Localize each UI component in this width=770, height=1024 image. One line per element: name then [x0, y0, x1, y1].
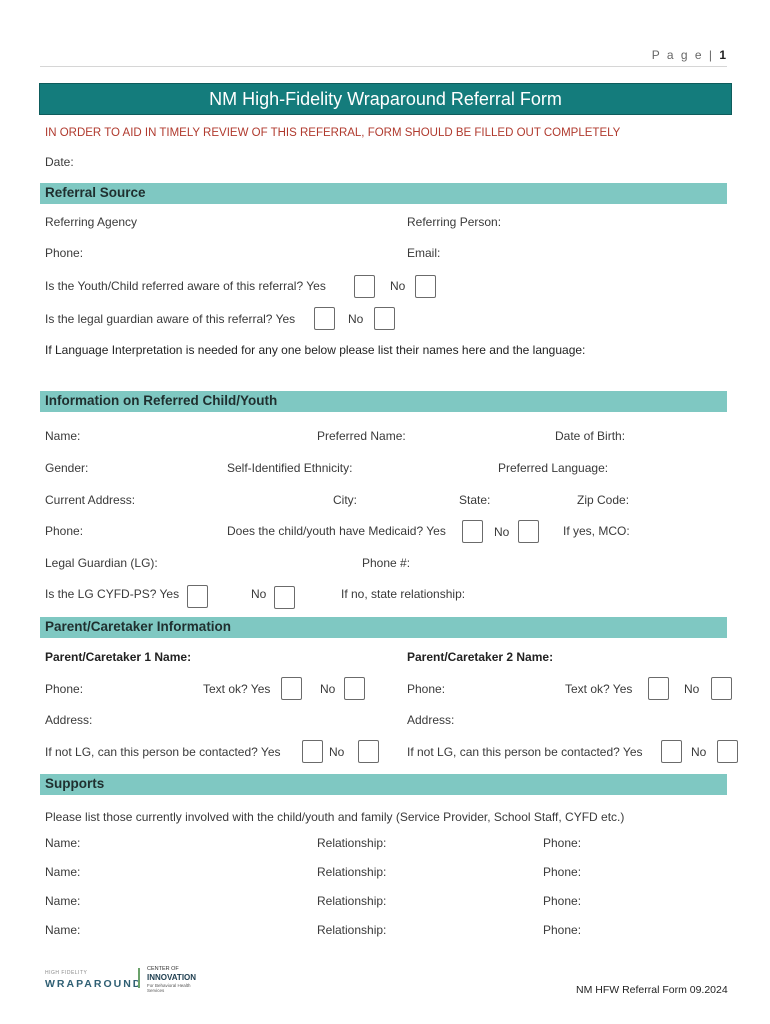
child-phone-label: Phone:: [45, 524, 84, 538]
preferred-name-label: Preferred Name:: [317, 429, 406, 443]
guardian-aware-no-label: No: [348, 312, 364, 326]
caretaker2-contact-no-label: No: [691, 745, 707, 759]
support-relationship-label: Relationship:: [317, 923, 387, 937]
date-label: Date:: [45, 155, 74, 169]
medicaid-yes-checkbox[interactable]: [462, 520, 483, 543]
caretaker2-text-no-label: No: [684, 682, 700, 696]
caretaker1-contact-label: If not LG, can this person be contacted? Yes: [45, 745, 281, 759]
support-name-label: Name:: [45, 865, 81, 879]
city-label: City:: [333, 493, 357, 507]
support-name-label: Name:: [45, 894, 81, 908]
caretaker-header: Parent/Caretaker Information: [40, 617, 727, 638]
youth-aware-no-label: No: [390, 279, 406, 293]
support-phone-label: Phone:: [543, 923, 582, 937]
caretaker1-text-no-checkbox[interactable]: [344, 677, 365, 700]
caretaker1-contact-yes-checkbox[interactable]: [302, 740, 323, 763]
header-divider: [40, 66, 727, 67]
youth-aware-yes-checkbox[interactable]: [354, 275, 375, 298]
referral-email-label: Email:: [407, 246, 441, 260]
caretaker2-contact-no-checkbox[interactable]: [717, 740, 738, 763]
caretaker2-address-label: Address:: [407, 713, 455, 727]
supports-instructions: Please list those currently involved with the child/youth and family (Service Provider, School Staff, CYFD etc.): [45, 810, 625, 824]
caretaker1-contact-no-checkbox[interactable]: [358, 740, 379, 763]
zip-code-label: Zip Code:: [577, 493, 630, 507]
ethnicity-label: Self-Identified Ethnicity:: [227, 461, 353, 475]
support-phone-label: Phone:: [543, 865, 582, 879]
referring-agency-label: Referring Agency: [45, 215, 138, 229]
legal-guardian-label: Legal Guardian (LG):: [45, 556, 158, 570]
support-relationship-label: Relationship:: [317, 894, 387, 908]
lg-cyfd-no-checkbox[interactable]: [274, 586, 295, 609]
medicaid-label: Does the child/youth have Medicaid? Yes: [227, 524, 446, 538]
caretaker2-text-no-checkbox[interactable]: [711, 677, 732, 700]
caretaker1-phone-label: Phone:: [45, 682, 84, 696]
caretaker2-name-label: Parent/Caretaker 2 Name:: [407, 650, 554, 664]
current-address-label: Current Address:: [45, 493, 136, 507]
state-label: State:: [459, 493, 491, 507]
lg-cyfd-no-label: No: [251, 587, 267, 601]
center-of-innovation-logo: CENTER OF INNOVATION For Behavioral Health Services: [138, 966, 208, 992]
medicaid-no-label: No: [494, 525, 510, 539]
date-of-birth-label: Date of Birth:: [555, 429, 626, 443]
referring-person-label: Referring Person:: [407, 215, 502, 229]
lg-cyfd-yes-checkbox[interactable]: [187, 585, 208, 608]
form-version-code: NM HFW Referral Form 09.2024: [576, 984, 728, 996]
tree-icon: [138, 968, 146, 988]
caretaker1-address-label: Address:: [45, 713, 93, 727]
medicaid-no-checkbox[interactable]: [518, 520, 539, 543]
child-info-header: Information on Referred Child/Youth: [40, 391, 727, 412]
support-phone-label: Phone:: [543, 894, 582, 908]
caretaker2-text-yes-checkbox[interactable]: [648, 677, 669, 700]
child-name-label: Name:: [45, 429, 81, 443]
support-relationship-label: Relationship:: [317, 836, 387, 850]
caretaker1-name-label: Parent/Caretaker 1 Name:: [45, 650, 192, 664]
youth-aware-no-checkbox[interactable]: [415, 275, 436, 298]
caretaker2-phone-label: Phone:: [407, 682, 446, 696]
preferred-language-label: Preferred Language:: [498, 461, 609, 475]
caretaker1-text-yes-checkbox[interactable]: [281, 677, 302, 700]
caretaker2-contact-yes-checkbox[interactable]: [661, 740, 682, 763]
support-relationship-label: Relationship:: [317, 865, 387, 879]
language-interpretation-note: If Language Interpretation is needed for any one below please list their names here and the language:: [45, 343, 586, 357]
guardian-aware-label: Is the legal guardian aware of this referral? Yes: [45, 312, 296, 326]
referral-source-header: Referral Source: [40, 183, 727, 204]
caretaker1-text-ok-label: Text ok? Yes: [203, 682, 271, 696]
completion-notice: IN ORDER TO AID IN TIMELY REVIEW OF THIS REFERRAL, FORM SHOULD BE FILLED OUT COMPLETELY: [45, 127, 621, 139]
gender-label: Gender:: [45, 461, 89, 475]
wraparound-logo: HIGH FIDELITY WRAPAROUND: [45, 970, 143, 990]
title-bar: [39, 83, 732, 115]
caretaker2-contact-label: If not LG, can this person be contacted? Yes: [407, 745, 643, 759]
caretaker2-text-ok-label: Text ok? Yes: [565, 682, 633, 696]
page-number: P a g e | 1: [651, 48, 726, 62]
lg-cyfd-label: Is the LG CYFD-PS? Yes: [45, 587, 180, 601]
supports-header: Supports: [40, 774, 727, 795]
youth-aware-label: Is the Youth/Child referred aware of this referral? Yes: [45, 279, 326, 293]
guardian-aware-no-checkbox[interactable]: [374, 307, 395, 330]
state-relationship-label: If no, state relationship:: [341, 587, 466, 601]
support-phone-label: Phone:: [543, 836, 582, 850]
caretaker1-text-no-label: No: [320, 682, 336, 696]
guardian-phone-label: Phone #:: [362, 556, 411, 570]
guardian-aware-yes-checkbox[interactable]: [314, 307, 335, 330]
mco-label: If yes, MCO:: [563, 524, 630, 538]
referral-phone-label: Phone:: [45, 246, 84, 260]
support-name-label: Name:: [45, 923, 81, 937]
form-title: NM High-Fidelity Wraparound Referral Form: [209, 89, 562, 109]
caretaker1-contact-no-label: No: [329, 745, 345, 759]
support-name-label: Name:: [45, 836, 81, 850]
